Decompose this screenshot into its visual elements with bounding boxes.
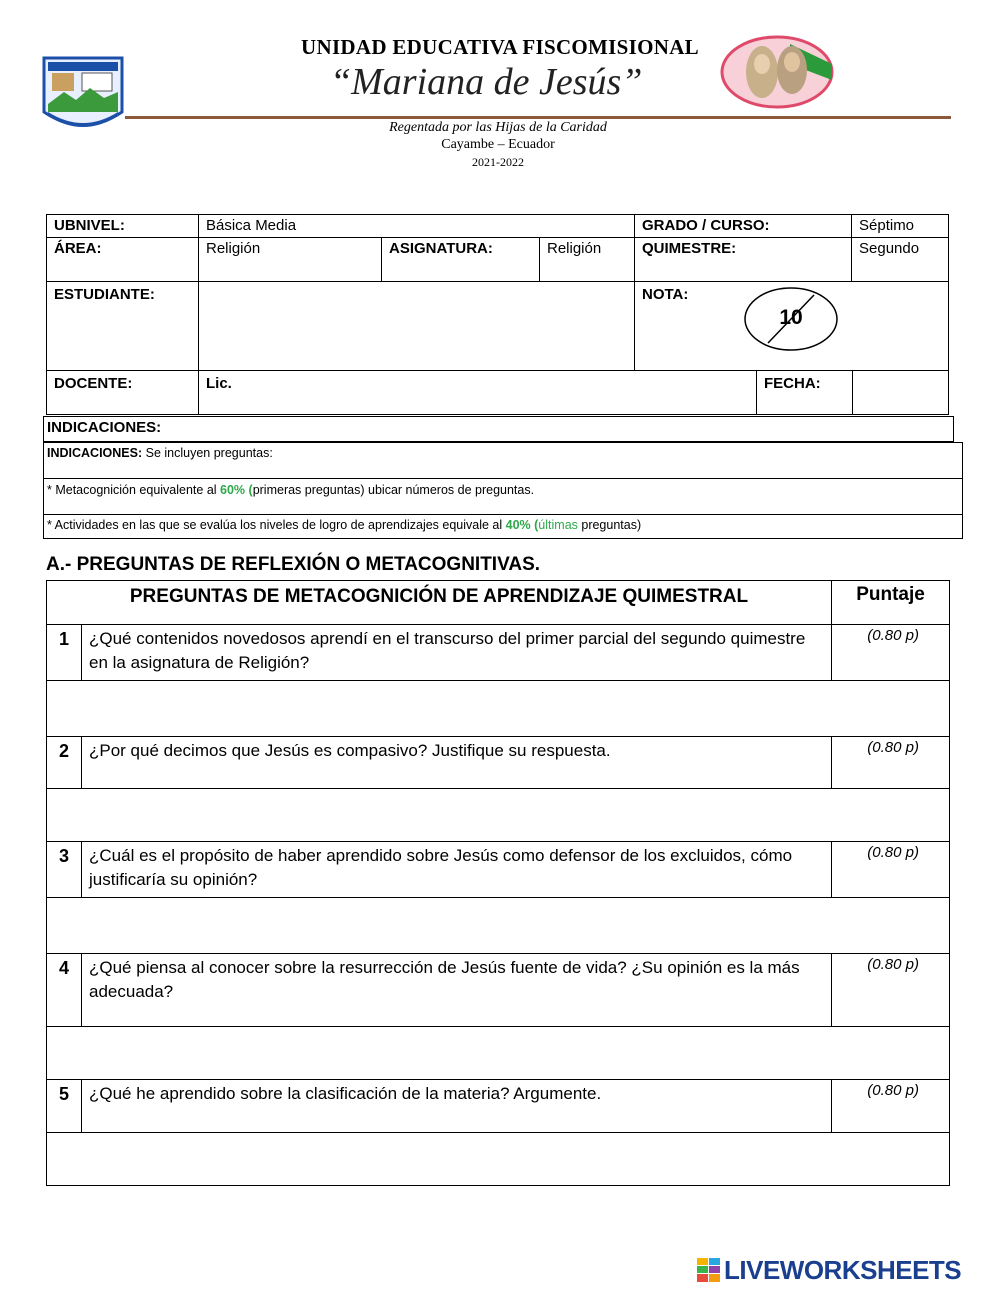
docente-label: DOCENTE: bbox=[46, 370, 199, 415]
percent-40: 40% ( bbox=[505, 518, 539, 532]
question-number: 4 bbox=[46, 953, 82, 1027]
area-value: Religión bbox=[198, 237, 382, 282]
estudiante-label: ESTUDIANTE: bbox=[46, 281, 199, 371]
school-name: UNIDAD EDUCATIVA FISCOMISIONAL bbox=[301, 35, 699, 59]
answer-box[interactable] bbox=[46, 1026, 950, 1080]
question-text: ¿Qué he aprendido sobre la clasificación de la materia? Argumente. bbox=[81, 1079, 832, 1133]
answer-box[interactable] bbox=[46, 897, 950, 954]
grado-label: GRADO / CURSO: bbox=[634, 214, 852, 238]
fecha-field[interactable] bbox=[852, 370, 949, 415]
estudiante-field[interactable] bbox=[198, 281, 635, 371]
indicaciones-line-3 bbox=[43, 514, 963, 539]
question-number: 3 bbox=[46, 841, 82, 898]
header-divider bbox=[125, 116, 951, 119]
question-text: ¿Por qué decimos que Jesús es compasivo? Justifique su respuesta. bbox=[81, 736, 832, 789]
points-header bbox=[831, 580, 950, 625]
answer-box[interactable] bbox=[46, 1132, 950, 1186]
liveworksheets-logo[interactable] bbox=[697, 1255, 997, 1285]
indicaciones-line-2-rest: primeras preguntas) ubicar números de preguntas. bbox=[252, 483, 535, 497]
question-text: ¿Qué contenidos novedosos aprendí en el transcurso del primer parcial del segundo quimestre en la asignatura de Religión? bbox=[81, 624, 832, 681]
indicaciones-line-2 bbox=[43, 478, 963, 515]
question-text: ¿Cuál es el propósito de haber aprendido sobre Jesús como defensor de los excluidos, cómo justificaría su opinión? bbox=[81, 841, 832, 898]
quimestre-value: Segundo bbox=[851, 237, 949, 282]
question-points: (0.80 p) bbox=[831, 736, 950, 789]
table-header-title: PREGUNTAS DE METACOGNICIÓN DE APRENDIZAJE QUIMESTRAL bbox=[129, 586, 749, 607]
answer-box[interactable] bbox=[46, 680, 950, 737]
liveworksheets-logo-icon bbox=[697, 1258, 721, 1282]
section-title: A.- PREGUNTAS DE REFLEXIÓN O METACOGNITIVAS. bbox=[46, 554, 541, 575]
school-motto: “Mariana de Jesús” bbox=[330, 61, 643, 103]
nota-label: NOTA: bbox=[642, 286, 689, 303]
nota-value: 10 bbox=[779, 306, 803, 329]
liveworksheets-brand: LIVEWORKSHEETS bbox=[724, 1255, 962, 1285]
quimestre-label: QUIMESTRE: bbox=[634, 237, 852, 282]
question-points: (0.80 p) bbox=[831, 1079, 950, 1133]
grado-value: Séptimo bbox=[851, 214, 949, 238]
points-header-title: Puntaje bbox=[856, 584, 925, 605]
answer-box[interactable] bbox=[46, 788, 950, 842]
subtitle-year: 2021-2022 bbox=[472, 155, 524, 169]
area-label: ÁREA: bbox=[46, 237, 199, 282]
ultimas-word: últimas bbox=[538, 518, 578, 532]
indicaciones-line-1 bbox=[43, 442, 963, 479]
founders-emblem bbox=[720, 34, 834, 110]
table-header bbox=[46, 580, 832, 625]
question-points: (0.80 p) bbox=[831, 841, 950, 898]
question-number: 1 bbox=[46, 624, 82, 681]
school-logo bbox=[42, 56, 124, 130]
asignatura-value: Religión bbox=[539, 237, 635, 282]
indicaciones-line-1-text: Se incluyen preguntas: bbox=[142, 446, 273, 460]
subtitle-location: Cayambe – Ecuador bbox=[441, 137, 555, 152]
indicaciones-line-1-label: INDICACIONES: bbox=[47, 446, 143, 460]
subnivel-label: UBNIVEL: bbox=[46, 214, 199, 238]
docente-value[interactable]: Lic. bbox=[198, 370, 757, 415]
subtitle-congregation: Regentada por las Hijas de la Caridad bbox=[389, 120, 607, 135]
indicaciones-title: INDICACIONES: bbox=[43, 416, 954, 442]
indicaciones-line-2-text: * Metacognición equivalente al bbox=[47, 483, 221, 497]
question-points: (0.80 p) bbox=[831, 624, 950, 681]
indicaciones-line-3-text: * Actividades en las que se evalúa los niveles de logro de aprendizajes equivale al bbox=[47, 518, 506, 532]
subnivel-value: Básica Media bbox=[198, 214, 635, 238]
question-number: 2 bbox=[46, 736, 82, 789]
question-text: ¿Qué piensa al conocer sobre la resurrección de Jesús fuente de vida? ¿Su opinión es la más adecuada? bbox=[81, 953, 832, 1027]
fecha-label: FECHA: bbox=[756, 370, 853, 415]
asignatura-label: ASIGNATURA: bbox=[381, 237, 540, 282]
percent-60: 60% ( bbox=[220, 483, 253, 497]
question-number: 5 bbox=[46, 1079, 82, 1133]
nota-circle[interactable] bbox=[742, 286, 840, 352]
question-points: (0.80 p) bbox=[831, 953, 950, 1027]
indicaciones-line-3-rest: preguntas) bbox=[577, 518, 642, 532]
